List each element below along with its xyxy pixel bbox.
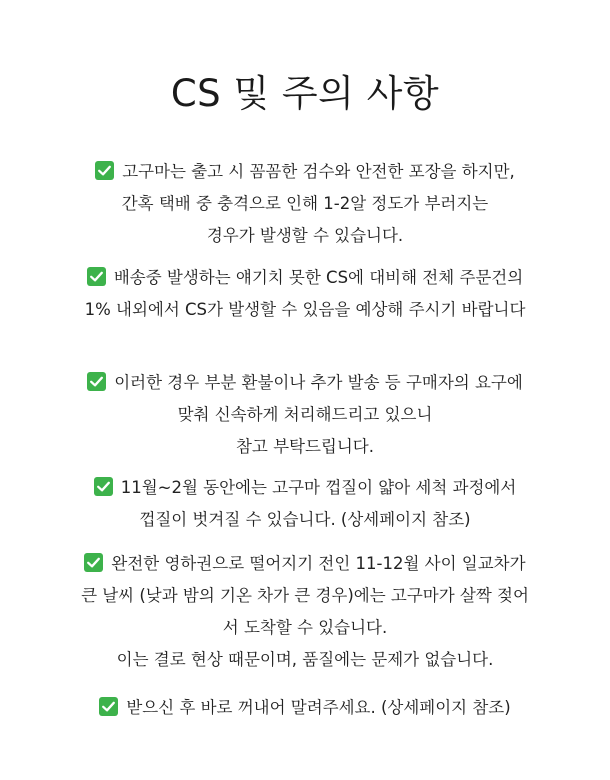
- notice-line: 받으신 후 바로 꺼내어 말려주세요. (상세페이지 참조): [0, 692, 610, 724]
- notice-item: [0, 472, 610, 536]
- notice-line: 이러한 경우 부분 환불이나 추가 발송 등 구매자의 요구에: [0, 367, 610, 399]
- notice-line: 경우가 발생할 수 있습니다.: [206, 226, 404, 245]
- check-box-icon: [84, 553, 103, 572]
- check-box-icon: [95, 161, 114, 180]
- notice-line: 서 도착할 수 있습니다.: [222, 618, 388, 637]
- notice-line: 이는 결로 현상 때문이며, 품질에는 문제가 없습니다.: [116, 650, 494, 669]
- notice-line: 1% 내외에서 CS가 발생할 수 있음을 예상해 주시기 바랍니다: [84, 300, 526, 319]
- notice-line: 참고 부탁드립니다.: [235, 437, 374, 456]
- notice-line: 간혹 택배 중 충격으로 인해 1-2알 정도가 부러지는: [121, 194, 489, 213]
- notice-line: 완전한 영하권으로 떨어지기 전인 11-12월 사이 일교차가: [0, 548, 610, 580]
- check-box-icon: [87, 372, 106, 391]
- notice-item: [0, 367, 610, 463]
- notice-line: 껍질이 벗겨질 수 있습니다. (상세페이지 참조): [139, 510, 471, 529]
- notice-item: [0, 692, 610, 724]
- page-title: CS 및 주의 사항: [170, 72, 440, 115]
- notice-line: 배송중 발생하는 얘기치 못한 CS에 대비해 전체 주문건의: [0, 262, 610, 294]
- notice-item: [0, 548, 610, 676]
- notice-line: 고구마는 출고 시 꼼꼼한 검수와 안전한 포장을 하지만,: [0, 156, 610, 188]
- notice-item: [0, 262, 610, 326]
- notice-line: 맞춰 신속하게 처리해드리고 있으니: [177, 405, 433, 424]
- notice-line: 큰 날씨 (낮과 밤의 기온 차가 큰 경우)에는 고구마가 살짝 젖어: [81, 586, 529, 605]
- check-box-icon: [94, 477, 113, 496]
- notice-item: [0, 156, 610, 252]
- notice-line: 11월~2월 동안에는 고구마 껍질이 얇아 세척 과정에서: [0, 472, 610, 504]
- check-box-icon: [99, 697, 118, 716]
- check-box-icon: [87, 267, 106, 286]
